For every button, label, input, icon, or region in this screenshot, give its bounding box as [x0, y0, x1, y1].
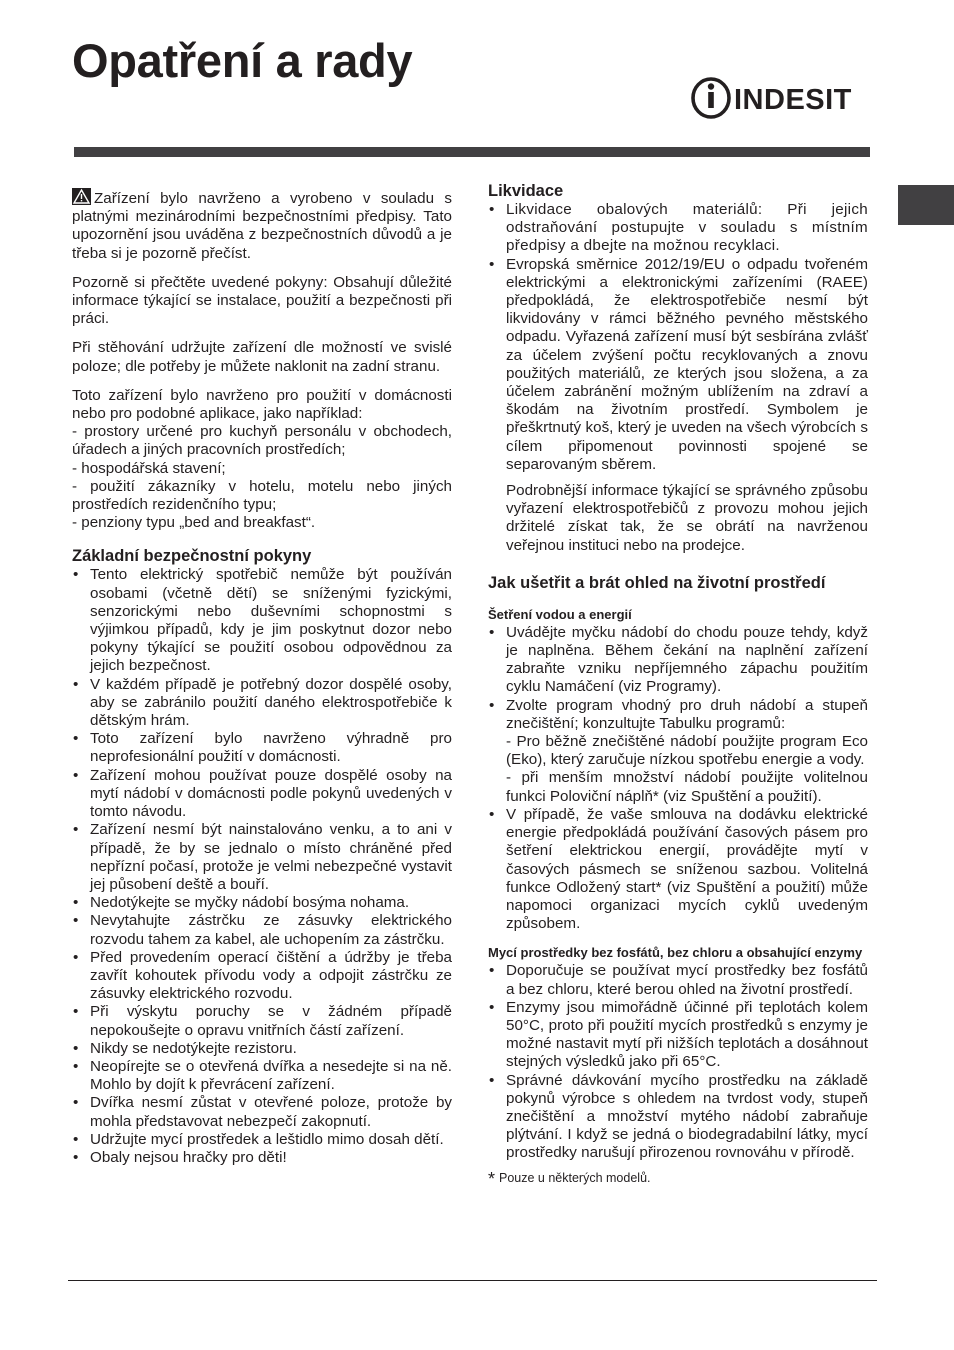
footnote-text: Pouze u některých modelů. [499, 1170, 651, 1185]
list-item [488, 697, 868, 806]
language-tab-marker [898, 185, 954, 225]
header-rule [74, 147, 870, 157]
intended-use-line: - hospodářská stavení; [72, 459, 226, 477]
read-instructions-paragraph: Pozorně si přečtěte uvedené pokyny: Obsahují důležité informace týkající se instalace, použití a bezpečnosti při práci. [72, 273, 452, 328]
list-item: • Enzymy jsou mimořádně účinné při teplotách kolem 50°C, proto při použití mycích prostředků s enzymy je možné nastavit mytí při nižších teplotách a dosáhnout stejných výsledků jako při 65°C. [488, 999, 868, 1072]
list-item: • Zařízení mohou používat pouze dospělé osoby na mytí nádobí v domácnosti podle pokynů uvedených v tomto návodu. [72, 767, 452, 822]
list-item: • Toto zařízení bylo navrženo výhradně pro neprofesionální použití v domácnosti. [72, 730, 452, 766]
water-energy-heading: Šetření vodou a energií [488, 606, 632, 622]
transport-paragraph: Při stěhování udržujte zařízení dle možností ve svislé poloze; dle potřeby je můžete naklonit na zadní stranu. [72, 339, 452, 375]
eco-heading: Jak ušetřit a brát ohled na životní prostředí [488, 573, 826, 592]
brand-wordmark: INDESIT [734, 84, 852, 116]
disposal-heading: Likvidace [488, 182, 564, 200]
list-item: • Uvádějte myčku nádobí do chodu pouze tehdy, když je naplněna. Během čekání na naplnění zařízení zabraňte vzniku nepříjemného zápachu použitím cyklu Namáčení (viz Programy). [488, 624, 868, 697]
list-item: • Udržujte mycí prostředek a leštidlo mimo dosah dětí. [72, 1131, 452, 1149]
intended-use-line: - prostory určené pro kuchyň personálu v obchodech, úřadech a jiných pracovních prostředích; [72, 423, 452, 459]
list-item: • Dvířka nesmí zůstat v otevřené poloze, protože by mohla představovat nebezpečí zakopnutí. [72, 1094, 452, 1130]
list-item: • Tento elektrický spotřebič nemůže být používán osobami (včetně dětí) se sníženými fyzickými, senzorickými nebo duševními schopnostmi s výjimkou případů, kdy je jim poskytnut dozor nebo pokyny týkající se použití osobou odpovědnou za jejich bezpečnost. [72, 566, 452, 675]
list-item: • Obaly nejsou hračky pro děti! [72, 1149, 452, 1167]
footnote-asterisk: * [488, 1168, 496, 1189]
list-item: • Neopírejte se o otevřená dvířka a nesedejte si na ně. Mohlo by dojít k převrácení zařízení. [72, 1058, 452, 1094]
disposal-info-paragraph: Podrobnější informace týkající se správného způsobu vyřazení elektrospotřebičů z provozu mohou jejich držitelé získat tak, že se obrátí na navrženou veřejnou instituci nebo na prodejce. [506, 482, 868, 554]
intro-paragraph [72, 188, 452, 263]
list-item: • Evropská směrnice 2012/19/EU o odpadu tvořeném elektrickými a elektronickými zařízeními (RAEE) předpokládá, že elektrospotřebiče nesmí být likvidovány v rámci běžného pevného městského odpadu. Vyřazená zařízení musí být sesbírána zvlášť za účelem zvýšení počtu recyklovaných a znovu použitých materiálů, ze kterých jsou složena, a za účelem zabránění možným ublížením na zdraví a škodám na životním prostředí. Symbolem je přeškrtnutý koš, který je uveden na všech výrobcích s cílem připomenout povinnosti spojené se separovaným sběrem. [488, 256, 868, 474]
list-item: • Zařízení nesmí být nainstalováno venku, a to ani v případě, že by se jednalo o místo chráněné před nepřízní počasí, protože je velmi nebezpečné vystavit jej působení deště a bouří. [72, 821, 452, 894]
list-item: • Nevytahujte zástrčku ze zásuvky elektrického rozvodu tahem za kabel, ale uchopením za zástrčku. [72, 912, 452, 948]
page-title: Opatření a rady [72, 34, 413, 87]
list-item-line: - při menším množství nádobí použijte volitelnou funkci Poloviční náplň* (viz Spuštění a použití). [506, 769, 868, 805]
safety-heading: Základní bezpečnostní pokyny [72, 547, 312, 566]
list-item: • Správné dávkování mycího prostředku na základě pokynů výrobce s ohledem na tvrdost vody, stupeň znečištění a množství mytého nádobí zabraňuje plýtvání. I když se jedná o biodegradabilní látky, mycí prostředky narušují přirozenou rovnováhu v přírodě. [488, 1072, 868, 1163]
list-item: • Doporučuje se používat mycí prostředky bez fosfátů a bez chloru, které berou ohled na životní prostředí. [488, 962, 868, 998]
right-column [488, 181, 868, 1188]
indesit-logo [690, 76, 870, 120]
intended-use-line: Toto zařízení bylo navrženo pro použití v domácnosti nebo pro podobné aplikace, jako například: [72, 386, 452, 423]
list-item: • Nedotýkejte se myčky nádobí bosýma nohama. [72, 894, 452, 912]
list-item: • Nikdy se nedotýkejte rezistoru. [72, 1040, 452, 1058]
intended-use-line: - penziony typu „bed and breakfast“. [72, 514, 316, 532]
intro-text: Zařízení bylo navrženo a vyrobeno v souladu s platnými mezinárodními bezpečnostními předpisy. Tato upozornění jsou uváděna z bezpečnostních důvodů a je třeba si je pozorně přečíst. [72, 190, 452, 262]
list-item: • Likvidace obalových materiálů: Při jejich odstraňování postupujte v souladu s místním předpisy a dbejte na možnou recyklaci. [488, 201, 868, 256]
intended-use-line: - použití zákazníky v hotelu, motelu nebo jiných prostředích rezidenčního typu; [72, 477, 452, 514]
detergent-heading: Mycí prostředky bez fosfátů, bez chloru a obsahující enzymy [488, 945, 863, 961]
list-item: • V každém případě je potřebný dozor dospělé osoby, aby se zabránilo použití daného elektrospotřebiče k dětským hrám. [72, 676, 452, 731]
safety-list [72, 566, 452, 1167]
left-column [72, 188, 452, 1167]
warning-icon [72, 188, 91, 205]
list-item-line: - Pro běžně znečištěné nádobí použijte program Eco (Eko), který zaručuje nízkou spotřebu energie a vody. [506, 733, 868, 769]
list-item: • Před provedením operací čištění a údržby je třeba zavřít kohoutek přívodu vody a odpojit zástrčku ze zásuvky elektrického rozvodu. [72, 949, 452, 1004]
list-item: • V případě, že vaše smlouva na dodávku elektrické energie předpokládá používání časových pásem pro šetření elektrickou energií, provádějte mytí v časových pásmech se sníženou sazbou. Volitelná funkce Odložený start* (viz Spuštění a použití) může napomoci organizaci mycích cyklů uvedeným způsobem. [488, 806, 868, 933]
intended-use-paragraph [72, 387, 452, 533]
detergent-list [488, 962, 868, 1162]
footnote [488, 1169, 868, 1188]
list-item: • Při výskytu poruchy se v žádném případě nepokoušejte o opravu vnitřních částí zařízení. [72, 1003, 452, 1039]
list-item-line: Zvolte program vhodný pro druh nádobí a stupeň znečištění; konzultujte Tabulku programů: [506, 696, 868, 732]
disposal-list [488, 201, 868, 474]
water-energy-list [488, 624, 868, 933]
footer-rule [68, 1280, 877, 1281]
